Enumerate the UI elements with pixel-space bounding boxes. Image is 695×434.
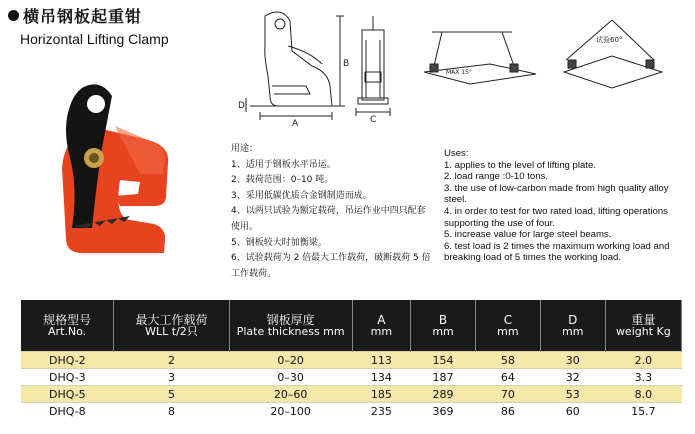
col-header-wll: 最大工作载荷 WLL t/2只: [114, 300, 230, 352]
clamp-photo: [20, 78, 170, 253]
usage-notes-en: [444, 148, 676, 264]
col-header-art-no: 规格型号 Art.No.: [21, 300, 114, 352]
table-cell: 185: [352, 386, 411, 403]
usage-sketch-single: [420, 20, 540, 88]
table-cell: 0–20: [229, 352, 352, 369]
usage-line-en: 5. increase value for large steel beams.: [444, 229, 612, 241]
dim-label-a: A: [292, 119, 299, 128]
col-header-c: C mm: [475, 300, 540, 352]
table-cell: 0–30: [229, 369, 352, 386]
table-cell: 70: [475, 386, 540, 403]
usage-line-zh: 4、以两只试验为额定载荷，吊运作业中四只配套使用。: [231, 206, 426, 232]
table-header-row: [21, 300, 682, 352]
table-cell: 86: [475, 403, 540, 420]
table-cell: 289: [411, 386, 476, 403]
dim-label-c: C: [370, 115, 377, 122]
table-cell: 187: [411, 369, 476, 386]
table-row: [21, 352, 682, 369]
table-cell: 15.7: [605, 403, 681, 420]
table-cell: 5: [114, 386, 230, 403]
col-header-b: B mm: [411, 300, 476, 352]
usage-line-en: 3. the use of low-carbon made from high quality alloy steel.: [444, 182, 669, 206]
table-cell: 369: [411, 403, 476, 420]
table-cell: 58: [475, 352, 540, 369]
usage-line-zh: 5、钢板较大时加衡梁。: [231, 237, 327, 248]
col-header-d: D mm: [540, 300, 605, 352]
usage-line-zh: 1、适用于钢板水平吊运。: [231, 159, 336, 170]
usage-line-zh: 3、采用低碳优质合金钢制造而成。: [231, 190, 372, 201]
table-cell: 20–60: [229, 386, 352, 403]
table-cell: 113: [352, 352, 411, 369]
table-cell: DHQ-2: [21, 352, 114, 369]
bullet-icon: [8, 10, 19, 21]
usage-heading-en: Uses:: [444, 148, 469, 159]
table-cell: DHQ-8: [21, 403, 114, 420]
col-header-plate-thickness: 钢板厚度 Plate thickness mm: [229, 300, 352, 352]
table-cell: 8.0: [605, 386, 681, 403]
table-cell: 30: [540, 352, 605, 369]
usage-notes-zh: [231, 142, 431, 282]
table-cell: 60: [540, 403, 605, 420]
col-header-a: A mm: [352, 300, 411, 352]
usage-heading-zh: 用途：: [231, 144, 259, 154]
front-view-drawing: [348, 10, 398, 122]
table-cell: 134: [352, 369, 411, 386]
dim-label-b: B: [343, 59, 350, 69]
usage-line-en: 1. applies to the level of lifting plate.: [444, 159, 596, 171]
usage-line-en: 2. load range :0-10 tons.: [444, 171, 549, 183]
side-view-drawing: [220, 6, 360, 128]
lifting-eye: [87, 95, 105, 113]
table-cell: 53: [540, 386, 605, 403]
usage-line-en: 4. in order to test for two rated load, lifting operations supporting the use of four.: [444, 205, 668, 229]
table-cell: 20–100: [229, 403, 352, 420]
angle-note: MAX 15°: [446, 69, 472, 76]
table-row: [21, 403, 682, 420]
table-row: [21, 369, 682, 386]
table-cell: DHQ-5: [21, 386, 114, 403]
table-cell: 2.0: [605, 352, 681, 369]
table-cell: 32: [540, 369, 605, 386]
usage-sketch-pair: [556, 16, 668, 94]
page-title-en: Horizontal Lifting Clamp: [20, 31, 169, 47]
table-cell: 3.3: [605, 369, 681, 386]
test-note: 试验60°: [596, 36, 623, 44]
spec-table: [21, 300, 682, 419]
table-cell: 2: [114, 352, 230, 369]
dim-label-d: D: [238, 101, 245, 111]
table-cell: 8: [114, 403, 230, 420]
table-cell: 64: [475, 369, 540, 386]
table-cell: 154: [411, 352, 476, 369]
usage-line-zh: 6、试验载荷为 2 倍最大工作载荷，破断载荷 5 倍工作载荷。: [231, 253, 431, 279]
table-cell: DHQ-3: [21, 369, 114, 386]
title-zh-text: 横吊钢板起重钳: [23, 7, 143, 26]
table-cell: 3: [114, 369, 230, 386]
col-header-weight: 重量 weight Kg: [605, 300, 681, 352]
table-row: [21, 386, 682, 403]
usage-line-zh: 2、载荷范围：0–10 吨。: [231, 175, 334, 186]
page-title-zh: [8, 4, 142, 27]
table-cell: 235: [352, 403, 411, 420]
usage-line-en: 6. test load is 2 times the maximum working load and breaking load of 5 times the working load.: [444, 240, 670, 264]
